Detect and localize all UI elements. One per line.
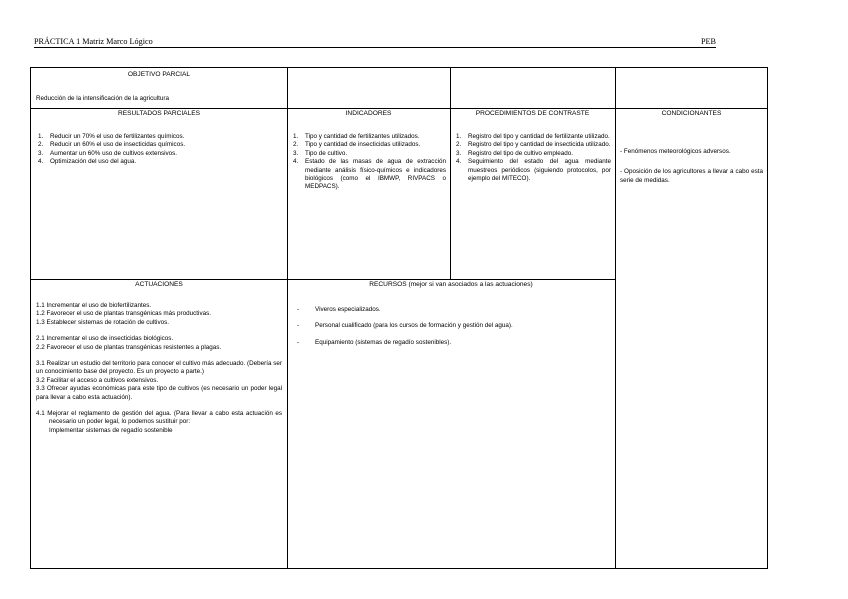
actuaciones-group-1: [36, 302, 282, 327]
list-item: 3. Registro del tipo de cultivo empleado.: [456, 149, 574, 157]
actuacion-item: 4.1 Mejorar el reglamento de gestión del agua. (Para llevar a cabo esta actuación es necesario un poder legal, lo podemos sustituir por:: [36, 410, 282, 426]
list-item: 1. Tipo y cantidad de fertilizantes utilizados.: [293, 133, 420, 140]
resultados-title: RESULTADOS PARCIALES: [117, 110, 201, 117]
procedimientos-title: PROCEDIMIENTOS DE CONTRASTE: [475, 110, 590, 117]
list-item: 4. Estado de las masas de agua de extracción mediante análisis físico-químicos e indicadores biológicos (como el IBMWP, RIVPACS o MEDPACS).: [293, 158, 446, 191]
header-title: PRÁCTICA 1 Matriz Marco Lógico: [34, 37, 153, 46]
recursos-cell: [287, 279, 615, 568]
condicionante-item: - Oposición de los agricultores a llevar a cabo esta serie de medidas.: [620, 168, 763, 184]
procedimientos-list: [454, 133, 611, 183]
recursos-title: RECURSOS (mejor si van asociados a las actuaciones): [369, 281, 533, 288]
resultados-list: [36, 133, 282, 167]
actuacion-item: 3.1 Realizar un estudio del territorio para conocer el cultivo más adecuado. (Debería ser un conocimiento base del proyecto. Es un proyecto a parte.): [36, 360, 282, 376]
list-item: 2. Registro del tipo y cantidad de insecticida utilizado.: [456, 141, 611, 149]
resultados-cell: [31, 108, 287, 279]
list-item: 2. Reducir un 60% el uso de insecticidas químicos.: [38, 141, 186, 149]
condicionantes-title: CONDICIONANTES: [661, 110, 722, 117]
objetivo-cell: [31, 68, 287, 108]
objetivo-title: OBJETIVO PARCIAL: [127, 71, 191, 78]
list-item: 4. Seguimiento del estado del agua mediante muestreos periódicos (siguiendo protocolos, por ejemplo del MITECO).: [456, 158, 611, 183]
page-header: [34, 38, 716, 48]
actuaciones-group-2: [36, 335, 282, 352]
logframe-matrix: [30, 67, 768, 569]
actuacion-item: 3.2 Facilitar el acceso a cultivos extensivos.: [36, 376, 159, 384]
list-item: 2. Tipo y cantidad de insecticidas utilizados.: [293, 141, 421, 149]
list-item: 3. Aumentar un 60% uso de cultivos extensivos.: [38, 149, 178, 157]
indicadores-cell: [287, 108, 450, 279]
empty-cell-3: [615, 68, 767, 108]
empty-cell-2: [450, 68, 615, 108]
actuacion-item: 2.2 Favorecer el uso de plantas transgénicas resistentes a plagas.: [36, 343, 222, 351]
actuacion-item: 1.3 Establecer sistemas de rotación de cultivos.: [36, 318, 170, 326]
actuacion-item: 1.1 Incrementar el uso de biofertilizantes.: [36, 302, 152, 309]
indicadores-list: [291, 133, 446, 192]
list-item: - Equipamiento (sistemas de regadío sostenibles).: [297, 338, 452, 346]
condicionante-item: - Fenómenos meteorológicos adversos.: [620, 148, 731, 155]
actuaciones-group-4: [36, 410, 282, 435]
condicionantes-cell: [615, 108, 767, 568]
list-item: - Viveros especializados.: [297, 306, 381, 313]
actuacion-item: 2.1 Incrementar el uso de insecticidas biológicos.: [36, 335, 174, 343]
recursos-list: [291, 306, 611, 347]
list-item: 3. Tipo de cultivo.: [293, 149, 348, 157]
actuacion-item: 1.2 Favorecer el uso de plantas transgénicas más productivas.: [36, 310, 212, 318]
actuaciones-group-3: [36, 360, 282, 402]
actuaciones-cell: [31, 279, 287, 568]
header-initials: PEB: [700, 37, 716, 46]
list-item: - Personal cualificado (para los cursos de formación y gestión del agua).: [297, 322, 513, 330]
list-item: 4. Optimización del uso del agua.: [38, 158, 137, 166]
list-item: 1. Registro del tipo y cantidad de fertilizante utilizado.: [456, 133, 610, 140]
empty-cell-1: [287, 68, 450, 108]
actuacion-item: 3.3 Ofrecer ayudas económicas para este tipo de cultivos (es necesario un poder legal para llevar a cabo esta actuación).: [36, 385, 282, 401]
list-item: 1. Reducir un 70% el uso de fertilizantes químicos.: [38, 133, 185, 140]
actuaciones-title: ACTUACIONES: [135, 281, 183, 288]
indicadores-title: INDICADORES: [345, 110, 392, 117]
objetivo-text: Reducción de la intensificación de la agricultura: [36, 95, 170, 102]
actuacion-item: Implementar sistemas de regadío sostenible: [49, 426, 173, 434]
procedimientos-cell: [450, 108, 615, 279]
